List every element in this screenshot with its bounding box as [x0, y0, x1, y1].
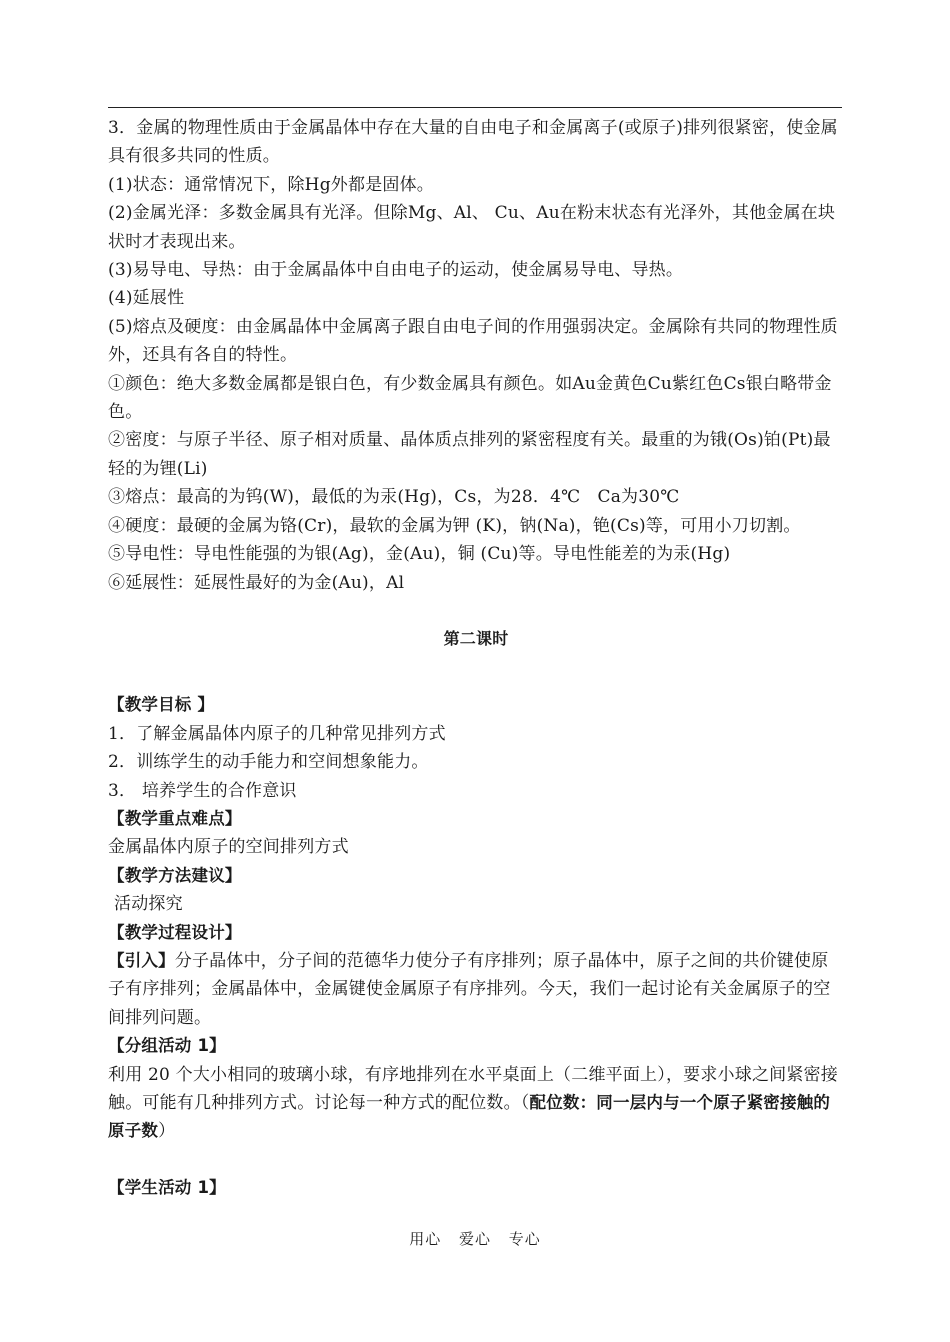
trait-melting-point: ③熔点：最高的为钨(W)，最低的为汞(Hg)，Cs，为28．4℃ Ca为30℃	[108, 487, 680, 508]
goal-item-1: 1．了解金属晶体内原子的几种常见排列方式	[108, 723, 446, 744]
footer-word-3: 专心	[508, 1230, 541, 1248]
goals-heading: 【教学目标 】	[108, 695, 215, 715]
intro-paragraph	[108, 947, 844, 1032]
section3-item-hardness: (5)熔点及硬度：由金属晶体中金属离子跟自由电子间的作用强弱决定。金属除有共同的物理性质外，还具有各自的特性。	[108, 316, 838, 366]
trait-color: ①颜色：绝大多数金属都是银白色，有少数金属具有颜色。如Au金黄色Cu紫红色Cs银白略带金色。	[108, 373, 832, 423]
section3-item-luster: (2)金属光泽：多数金属具有光泽。但除Mg、Al、 Cu、Au在粉末状态有光泽外，其他金属在块状时才表现出来。	[108, 203, 836, 252]
trait-conductivity: ⑤导电性：导电性能强的为银(Ag)，金(Au)，铜 (Cu)等。导电性能差的为汞(Hg)	[108, 544, 731, 565]
section3-item-ductility: (4)延展性	[108, 288, 185, 309]
key-text: 金属晶体内原子的空间排列方式	[108, 837, 349, 858]
method-text: 活动探究	[114, 894, 183, 915]
trait-ductility: ⑥延展性：延展性最好的为金(Au)，Al	[108, 572, 405, 593]
activity1-close: ）	[158, 1121, 176, 1142]
trait-density: ②密度：与原子半径、原子相对质量、晶体质点排列的紧密程度有关。最重的为锇(Os)铂(Pt)最轻的为锂(Li)	[108, 430, 831, 479]
activity1-paragraph	[108, 1061, 844, 1146]
method-heading: 【教学方法建议】	[108, 865, 242, 885]
goal-item-2: 2．训练学生的动手能力和空间想象能力。	[108, 752, 429, 773]
intro-text: 分子晶体中，分子间的范德华力使分子有序排列；原子晶体中，原子之间的共价键使原子有序排列；金属晶体中，金属键使金属原子有序排列。今天，我们一起讨论有关金属原子的空间排列问题。	[108, 950, 831, 1028]
section3-item-conductivity: (3)易导电、导热：由于金属晶体中自由电子的运动，使金属易导电、导热。	[108, 260, 684, 281]
intro-label: 【引入】	[108, 950, 175, 970]
footer-word-1: 用心	[409, 1230, 442, 1248]
page-footer	[0, 1228, 950, 1249]
footer-word-2: 爱心	[458, 1230, 491, 1248]
section3-item-state: (1)状态：通常情况下，除Hg外都是固体。	[108, 174, 434, 195]
goal-item-3: 3． 培养学生的合作意识	[108, 780, 297, 801]
student-activity-heading: 【学生活动 1】	[108, 1177, 226, 1197]
trait-hardness: ④硬度：最硬的金属为铬(Cr)，最软的金属为钾 (K)，钠(Na)，铯(Cs)等，可用小刀切割。	[108, 515, 801, 536]
activity1-heading: 【分组活动 1】	[108, 1036, 226, 1056]
section3-intro: 3．金属的物理性质由于金属晶体中存在大量的自由电子和金属离子(或原子)排列很紧密，使金属具有很多共同的性质。	[108, 118, 838, 167]
header-rule	[108, 107, 842, 108]
activity1-definition: 配位数：同一层内与一个原子紧密接触的原子数	[108, 1093, 831, 1141]
activity1-text: 利用 20 个大小相同的玻璃小球，有序地排列在水平桌面上（二维平面上），要求小球之间紧密接触。可能有几种排列方式。讨论每一种方式的配位数。（	[108, 1064, 838, 1113]
process-heading: 【教学过程设计】	[108, 922, 242, 942]
lesson-title: 第二课时	[443, 628, 509, 648]
key-heading: 【教学重点难点】	[108, 808, 242, 828]
document-body	[108, 114, 844, 1202]
